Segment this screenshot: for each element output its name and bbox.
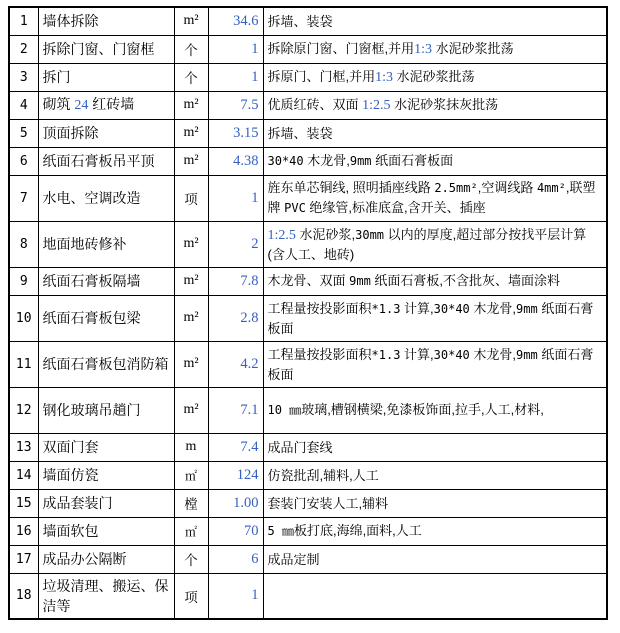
cell-quantity: 3.15 [208, 119, 263, 147]
cell-item-name [38, 221, 174, 267]
chinese-text: ,联塑牌 [267, 180, 596, 215]
table-row [9, 573, 607, 619]
table-row [9, 267, 607, 295]
chinese-text: 木龙骨, [303, 153, 350, 168]
cell-unit: 项 [174, 573, 208, 619]
cell-item-name [38, 119, 174, 147]
cell-description [263, 517, 607, 545]
chinese-text: 纸面石膏板,不含批灰、墙面涂料 [370, 273, 561, 288]
chinese-text: 水电、空调改造 [42, 190, 141, 206]
cell-quantity: 7.8 [208, 267, 263, 295]
cell-description [263, 221, 607, 267]
chinese-text: 套装门安装人工,辅料 [267, 495, 389, 511]
cell-description [263, 35, 607, 63]
cell-description [263, 433, 607, 461]
number-small-text: 2.5mm² [434, 181, 478, 195]
cell-item-name [38, 573, 174, 619]
cell-item-number: 10 [9, 295, 38, 341]
cell-unit: m² [174, 147, 208, 175]
chinese-text: 成品办公隔断 [42, 551, 127, 567]
table-row [9, 387, 607, 433]
chinese-text: 成品门套线 [267, 439, 333, 455]
chinese-text: 拆墙、装袋 [267, 13, 333, 29]
chinese-text: 木龙骨, [469, 300, 517, 316]
chinese-text: 绝缘管,标准底盒,含开关、插座 [305, 200, 486, 215]
chinese-text: 拆原门、门框,并用 [267, 69, 376, 84]
cell-item-name [38, 387, 174, 433]
cell-item-name [38, 489, 174, 517]
cell-quantity: 4.2 [208, 341, 263, 387]
chinese-text: 玻璃,槽钢横梁,免漆板饰面,拉手,人工,材料, [301, 402, 544, 417]
cell-item-name [38, 517, 174, 545]
cell-item-name [38, 545, 174, 573]
chinese-text: 拆除原门窗、门窗框,并用 [267, 41, 415, 56]
chinese-text: 纸面石膏板吊平顶 [42, 153, 155, 169]
cell-item-name [38, 91, 174, 119]
cell-unit: ㎡ [174, 461, 208, 489]
cell-unit: m² [174, 295, 208, 341]
cell-quantity: 4.38 [208, 147, 263, 175]
cell-unit: m² [174, 341, 208, 387]
table-row [9, 63, 607, 91]
cell-quantity: 1 [208, 63, 263, 91]
chinese-text: 砌筑 [42, 96, 75, 112]
cell-unit: m [174, 433, 208, 461]
number-blue-text: 1:2.5 [267, 227, 296, 243]
cell-item-name [38, 433, 174, 461]
cell-description [263, 7, 607, 35]
cell-description [263, 573, 607, 619]
number-small-text: 9mm [349, 274, 371, 288]
cell-unit: 个 [174, 63, 208, 91]
cell-unit: 樘 [174, 489, 208, 517]
cell-description [263, 489, 607, 517]
cell-quantity: 7.4 [208, 433, 263, 461]
chinese-text: 工程量按投影面积 [267, 300, 372, 316]
chinese-text: 红砖墙 [88, 96, 135, 112]
cell-item-number: 12 [9, 387, 38, 433]
table-row [9, 341, 607, 387]
cell-item-name [38, 35, 174, 63]
cell-quantity: 1 [208, 573, 263, 619]
number-small-text: 30*40 [433, 301, 470, 316]
cell-unit: m² [174, 267, 208, 295]
table-row [9, 147, 607, 175]
chinese-text: 成品套装门 [42, 495, 113, 511]
table-row [9, 175, 607, 221]
chinese-text: 水泥砂浆抹灰批荡 [390, 97, 499, 112]
chinese-text: 顶面拆除 [42, 125, 99, 141]
cell-item-number: 8 [9, 221, 38, 267]
cell-unit: m² [174, 221, 208, 267]
cell-item-number: 13 [9, 433, 38, 461]
quote-table-container [8, 6, 608, 620]
table-row [9, 221, 607, 267]
chinese-text: 木龙骨、双面 [267, 273, 350, 288]
number-small-text: 30mm [355, 227, 385, 242]
cell-item-number: 1 [9, 7, 38, 35]
number-small-text: 5 ㎜ [267, 524, 294, 538]
number-blue-text: 1:2.5 [362, 98, 391, 113]
cell-item-number: 11 [9, 341, 38, 387]
cell-description [263, 91, 607, 119]
cell-description [263, 63, 607, 91]
chinese-text: 旌东单芯铜线, 照明插座线路 [267, 180, 435, 195]
cell-item-name [38, 7, 174, 35]
cell-quantity: 7.5 [208, 91, 263, 119]
cell-item-name [38, 295, 174, 341]
chinese-text: 木龙骨, [469, 346, 517, 362]
cell-quantity: 1 [208, 175, 263, 221]
cell-description [263, 295, 607, 341]
cell-unit: m² [174, 119, 208, 147]
table-row [9, 295, 607, 341]
number-small-text: 9mm [349, 154, 372, 168]
chinese-text: 工程量按投影面积 [267, 346, 372, 362]
cell-unit: 项 [174, 175, 208, 221]
chinese-text: 成品定制 [267, 551, 320, 567]
cell-quantity: 34.6 [208, 7, 263, 35]
cell-item-number: 5 [9, 119, 38, 147]
chinese-text: 拆除门窗、门窗框 [42, 41, 155, 57]
table-row [9, 91, 607, 119]
chinese-text: 水泥砂浆批荡 [393, 69, 475, 84]
chinese-text: 计算, [400, 300, 434, 316]
cell-item-number: 15 [9, 489, 38, 517]
number-small-text: *1.3 [371, 347, 401, 362]
number-blue-text: 24 [74, 98, 89, 113]
cell-quantity: 6 [208, 545, 263, 573]
cell-item-number: 7 [9, 175, 38, 221]
cell-quantity: 124 [208, 461, 263, 489]
table-row [9, 545, 607, 573]
number-small-text: 30*40 [433, 347, 470, 362]
cell-item-number: 14 [9, 461, 38, 489]
cell-unit: m² [174, 387, 208, 433]
chinese-text: 以内的厚度,超过部分按找平层计算(含人工、地砖) [267, 226, 587, 262]
cell-unit: ㎡ [174, 517, 208, 545]
cell-unit: m² [174, 7, 208, 35]
cell-item-number: 6 [9, 147, 38, 175]
cell-quantity: 2.8 [208, 295, 263, 341]
cell-item-number: 2 [9, 35, 38, 63]
cell-description [263, 267, 607, 295]
cell-item-number: 18 [9, 573, 38, 619]
number-small-text: 9mm [516, 301, 538, 316]
cell-description [263, 175, 607, 221]
cell-item-name [38, 341, 174, 387]
chinese-text: 纸面石膏板包梁 [42, 310, 141, 326]
cell-unit: 个 [174, 35, 208, 63]
chinese-text: 双面门套 [42, 439, 99, 455]
cell-unit: m² [174, 91, 208, 119]
renovation-quote-table [8, 6, 608, 620]
table-row [9, 119, 607, 147]
chinese-text: 板打底,海绵,面料,人工 [293, 523, 422, 538]
cell-quantity: 1 [208, 35, 263, 63]
chinese-text: 纸面石膏板面 [371, 153, 454, 168]
number-small-text: 10 ㎜ [267, 403, 302, 417]
cell-quantity: 1.00 [208, 489, 263, 517]
table-row [9, 35, 607, 63]
chinese-text: 水泥砂浆, [295, 226, 356, 242]
cell-quantity: 7.1 [208, 387, 263, 433]
chinese-text: 钢化玻璃吊趟门 [42, 402, 141, 418]
cell-quantity: 70 [208, 517, 263, 545]
cell-description [263, 545, 607, 573]
number-small-text: PVC [284, 201, 306, 215]
cell-item-name [38, 147, 174, 175]
table-row [9, 517, 607, 545]
cell-item-number: 3 [9, 63, 38, 91]
number-blue-text: 1:3 [375, 70, 394, 85]
table-row [9, 489, 607, 517]
cell-description [263, 461, 607, 489]
cell-item-number: 9 [9, 267, 38, 295]
quote-table-body [9, 7, 607, 619]
chinese-text: 拆墙、装袋 [267, 125, 333, 141]
cell-description [263, 119, 607, 147]
chinese-text: 计算, [400, 346, 434, 362]
chinese-text: 垃圾清理、搬运、保洁等 [42, 577, 169, 614]
chinese-text: 纸面石膏板面 [267, 300, 594, 336]
number-small-text: 30*40 [267, 154, 304, 168]
chinese-text: 纸面石膏板隔墙 [42, 273, 141, 289]
number-small-text: 4mm² [536, 181, 566, 195]
chinese-text: 纸面石膏板包消防箱 [42, 356, 169, 372]
cell-unit: 个 [174, 545, 208, 573]
number-small-text: 9mm [516, 347, 538, 362]
chinese-text: 纸面石膏板面 [267, 346, 594, 382]
chinese-text: 拆门 [42, 69, 71, 85]
cell-description [263, 147, 607, 175]
cell-description [263, 341, 607, 387]
cell-item-number: 16 [9, 517, 38, 545]
number-blue-text: 1:3 [414, 42, 433, 57]
table-row [9, 7, 607, 35]
cell-quantity: 2 [208, 221, 263, 267]
cell-item-name [38, 175, 174, 221]
number-small-text: *1.3 [371, 301, 401, 316]
cell-item-number: 4 [9, 91, 38, 119]
chinese-text: 仿瓷批刮,辅料,人工 [267, 467, 379, 483]
chinese-text: 水泥砂浆批荡 [432, 41, 514, 56]
table-row [9, 461, 607, 489]
cell-item-number: 17 [9, 545, 38, 573]
chinese-text: 地面地砖修补 [42, 236, 127, 252]
chinese-text: 墙面仿瓷 [42, 467, 99, 483]
cell-item-name [38, 267, 174, 295]
chinese-text: 优质红砖、双面 [267, 97, 363, 112]
chinese-text: 墙体拆除 [42, 13, 99, 30]
chinese-text: ,空调线路 [477, 180, 537, 195]
cell-item-name [38, 461, 174, 489]
cell-item-name [38, 63, 174, 91]
chinese-text: 墙面软包 [42, 523, 99, 539]
table-row [9, 433, 607, 461]
cell-description [263, 387, 607, 433]
